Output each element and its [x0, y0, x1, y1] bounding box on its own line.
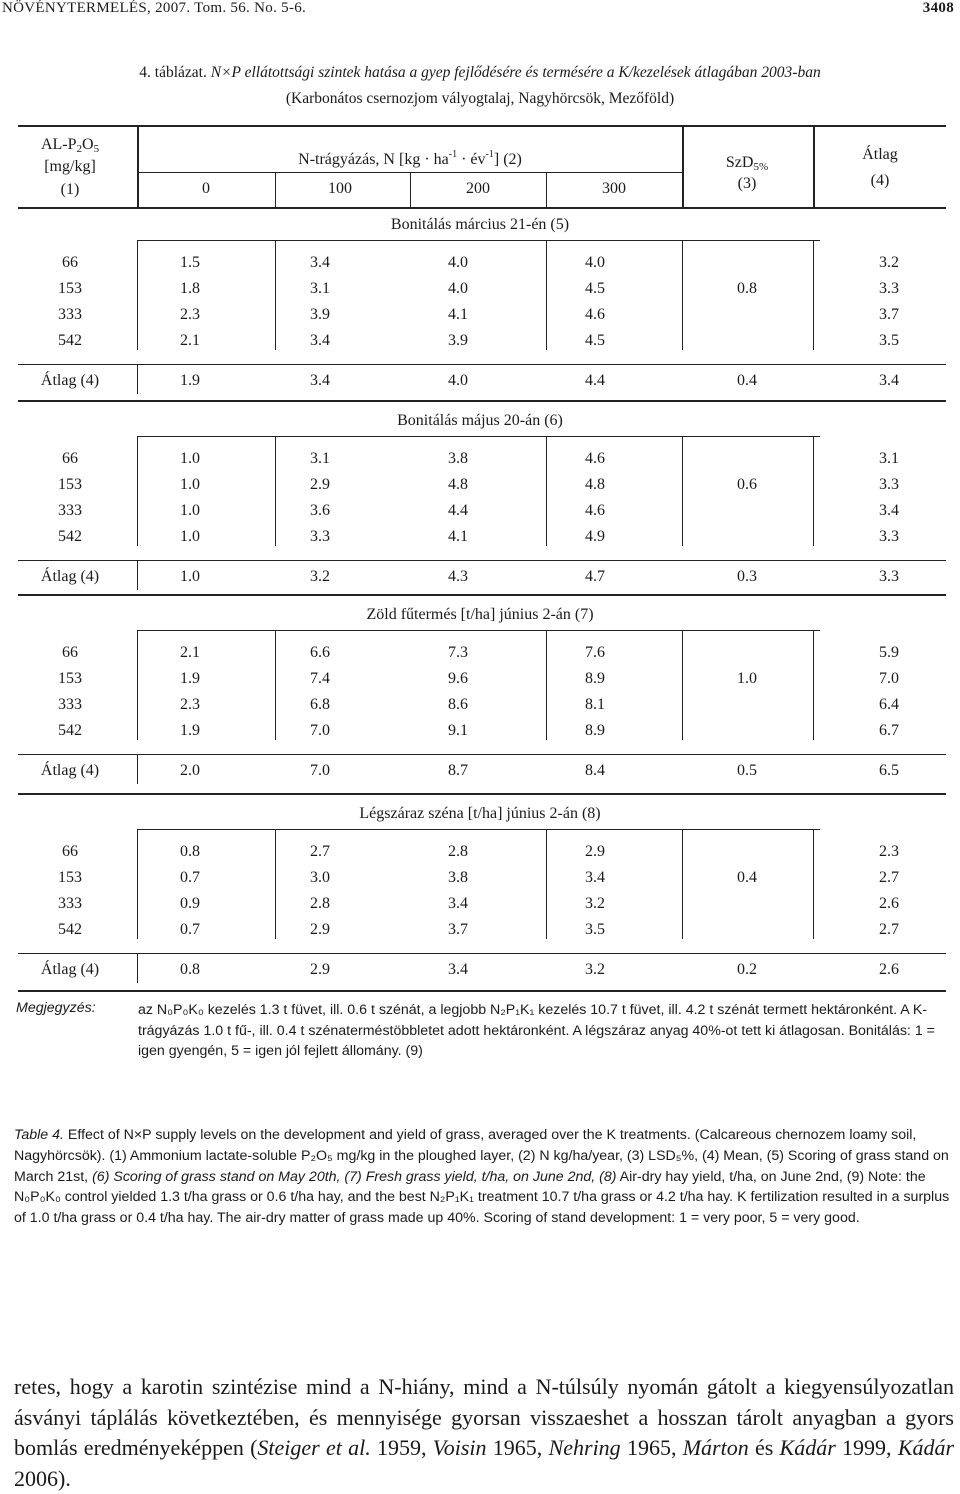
header-n-300: 300 [602, 180, 626, 197]
column-divider [813, 829, 814, 939]
table-cell: 4.6 [585, 502, 605, 519]
column-divider [137, 953, 138, 983]
table-bottom-rule [18, 990, 946, 992]
p-level-label: 542 [58, 921, 82, 938]
p-level-label: 153 [58, 869, 82, 886]
table-cell: 1.0 [180, 450, 200, 467]
table-cell: 1.5 [180, 254, 200, 271]
p-level-label: 153 [58, 280, 82, 297]
mean-cell: 1.9 [180, 372, 200, 389]
header-atlag-num: (4) [870, 172, 890, 189]
mean-row-label: Átlag (4) [40, 568, 100, 585]
header-divider [137, 125, 139, 208]
english-caption-part3: Air-dry hay yield, t/ha, on June 2nd, (9) Note: the N₀P₀K₀ control yielded 1.3 t/ha grass or 0.6 t/ha hay, and the best N₂P₁K₁ treatment 10.7 t/ha grass or 4.2 t/ha hay. K fertilization resulted in a surplus of 1.0 t/ha grass or 0.4 t/ha hay. The air-dry matter of grass made up 40%. Scoring of stand development: 1 = very poor, 5 = very good. [14, 1168, 950, 1227]
p-level-label: 333 [58, 306, 82, 323]
table-cell: 2.1 [180, 332, 200, 349]
column-divider [813, 630, 814, 740]
table-cell: 4.8 [448, 476, 468, 493]
mean-cell: 3.3 [879, 568, 899, 585]
row-mean-cell: 3.7 [879, 306, 899, 323]
table-cell: 3.5 [585, 921, 605, 938]
table-cell: 4.5 [585, 332, 605, 349]
column-divider [137, 754, 138, 784]
mean-row-label: Átlag (4) [40, 372, 100, 389]
lsd-cell: 0.6 [737, 476, 757, 493]
section-subrule [137, 436, 820, 437]
table-cell: 7.0 [310, 722, 330, 739]
mean-cell: 0.2 [737, 961, 757, 978]
table-cell: 3.2 [585, 895, 605, 912]
column-divider [275, 829, 276, 939]
table-cell: 3.4 [585, 869, 605, 886]
table-cell: 2.8 [448, 843, 468, 860]
section-subrule [137, 630, 820, 631]
row-mean-cell: 3.3 [879, 528, 899, 545]
table-cell: 4.1 [448, 306, 468, 323]
table-cell: 1.0 [180, 476, 200, 493]
mean-cell: 4.4 [585, 372, 605, 389]
table-cell: 7.3 [448, 644, 468, 661]
header-szd: SzD$_{5\%}$ [725, 154, 769, 173]
column-divider [137, 630, 138, 740]
table-cell: 8.1 [585, 696, 605, 713]
table-cell: 7.6 [585, 644, 605, 661]
table-cell: 4.0 [585, 254, 605, 271]
table-cell: 1.0 [180, 528, 200, 545]
table-title: N×P ellátottsági szintek hatása a gyep fejlődésére és termésére a K/kezelések átlagában 2003-ban [210, 64, 821, 81]
table-cell: 8.9 [585, 670, 605, 687]
mean-cell: 4.3 [448, 568, 468, 585]
table-cell: 2.3 [180, 306, 200, 323]
mean-cell: 0.5 [737, 762, 757, 779]
header-divider [410, 172, 411, 208]
table-cell: 1.0 [180, 502, 200, 519]
section-rule [18, 594, 946, 596]
table-cell: 6.6 [310, 644, 330, 661]
column-divider [813, 436, 814, 546]
row-mean-cell: 3.3 [879, 280, 899, 297]
header-divider [546, 172, 547, 208]
p-level-label: 66 [62, 644, 78, 661]
mean-cell: 3.2 [585, 961, 605, 978]
mean-cell: 8.4 [585, 762, 605, 779]
mean-cell: 3.4 [448, 961, 468, 978]
table-cell: 2.9 [310, 476, 330, 493]
header-szd-num: (3) [737, 175, 757, 192]
mean-cell: 8.7 [448, 762, 468, 779]
table-caption [0, 64, 960, 82]
table-cell: 3.8 [448, 450, 468, 467]
mean-rule [18, 364, 946, 365]
table-cell: 2.8 [310, 895, 330, 912]
column-divider [546, 829, 547, 939]
lsd-cell: 1.0 [737, 670, 757, 687]
english-caption-part1: Effect of N×P supply levels on the development and yield of grass, averaged over the K treatments. (Calcareous chernozem loamy soil, Nagyhörcsök). (1) Ammonium lactate-soluble P₂O₅ mg/kg in the ploughed layer, (2) N kg/ha/year, (3) LSD₅%, (4) Mean, (5) Scoring of grass stand on March 21st, [14, 1127, 949, 1185]
column-divider [546, 240, 547, 350]
column-divider [137, 240, 138, 350]
table-cell: 0.7 [180, 869, 200, 886]
header-n-200: 200 [466, 180, 490, 197]
table-cell: 3.1 [310, 280, 330, 297]
row-mean-cell: 6.7 [879, 722, 899, 739]
header-alp-num: (1) [60, 181, 80, 198]
table-cell: 3.4 [448, 895, 468, 912]
mean-rule [18, 754, 946, 755]
table-cell: 7.4 [310, 670, 330, 687]
p-level-label: 542 [58, 528, 82, 545]
column-divider [275, 240, 276, 350]
table-cell: 0.9 [180, 895, 200, 912]
table-cell: 4.0 [448, 280, 468, 297]
mean-cell: 2.9 [310, 961, 330, 978]
mean-rule [18, 953, 946, 954]
table-top-rule [18, 125, 946, 127]
table-cell: 8.9 [585, 722, 605, 739]
mean-rule [18, 560, 946, 561]
body-paragraph: retes, hogy a karotin szintézise mind a N-hiány, mind a N-túlsúly nyomán gátolt a kiegyensúlyozatlan ásványi táplálás következtében, és mennyisége gyorsan visszaeshet a hosszan tárolt anyagban a gyors bomlás eredményeképpen (Steiger et al. 1959, Voisin 1965, Nehring 1965, Márton és Kádár 1999, Kádár 2006). [14, 1374, 955, 1491]
header-n-0: 0 [202, 180, 210, 197]
p-level-label: 333 [58, 895, 82, 912]
table-number: 4. táblázat. [139, 64, 207, 81]
table-cell: 3.8 [448, 869, 468, 886]
table-cell: 2.7 [310, 843, 330, 860]
table-cell: 9.1 [448, 722, 468, 739]
column-divider [813, 240, 814, 350]
table-cell: 4.0 [448, 254, 468, 271]
running-header [0, 0, 960, 20]
table-cell: 4.6 [585, 306, 605, 323]
table-cell: 4.5 [585, 280, 605, 297]
column-divider [546, 630, 547, 740]
table-cell: 4.4 [448, 502, 468, 519]
mean-cell: 3.4 [879, 372, 899, 389]
section-subrule [137, 240, 820, 241]
column-divider [137, 560, 138, 590]
mean-cell: 4.0 [448, 372, 468, 389]
table-cell: 1.9 [180, 722, 200, 739]
journal-reference: NÖVÉNYTERMELÉS, 2007. Tom. 56. No. 5-6. [2, 0, 307, 16]
column-divider [682, 630, 683, 740]
column-divider [137, 829, 138, 939]
row-mean-cell: 5.9 [879, 644, 899, 661]
column-divider [137, 364, 138, 394]
table-cell: 2.9 [585, 843, 605, 860]
p-level-label: 66 [62, 450, 78, 467]
column-divider [137, 436, 138, 546]
header-divider [682, 125, 684, 208]
table-cell: 0.8 [180, 843, 200, 860]
p-level-label: 153 [58, 670, 82, 687]
page-number: 3408 [922, 0, 954, 16]
mean-cell: 7.0 [310, 762, 330, 779]
column-divider [682, 436, 683, 546]
note-text: az N₀P₀K₀ kezelés 1.3 t füvet, ill. 0.6 t szénát, a legjobb N₂P₁K₁ kezelés 10.7 t füvet, ill. 4.2 t szénát termett hektáronként. A K-trágyázás 1.0 t fű-, ill. 0.4 t szénaterméstöbbletet adott hektáronként. A légszáraz anyag 40%-ot tett ki átlagosan. Bonitálás: 1 = igen gyengén, 5 = igen jól fejlett állomány. (9) [138, 1002, 935, 1059]
table-cell: 3.4 [310, 254, 330, 271]
table-cell: 6.8 [310, 696, 330, 713]
table-cell: 3.9 [448, 332, 468, 349]
mean-row-label: Átlag (4) [40, 961, 100, 978]
row-mean-cell: 2.6 [879, 895, 899, 912]
column-divider [682, 829, 683, 939]
header-alp: $AL-P_2O_5$ [40, 136, 100, 155]
column-divider [682, 240, 683, 350]
header-bottom-rule [18, 207, 946, 209]
table-cell: 4.1 [448, 528, 468, 545]
table-cell: 2.9 [310, 921, 330, 938]
table-cell: 4.8 [585, 476, 605, 493]
p-level-label: 542 [58, 722, 82, 739]
lsd-cell: 0.8 [737, 280, 757, 297]
english-caption [14, 1125, 954, 1229]
p-level-label: 333 [58, 696, 82, 713]
section-subrule [137, 829, 820, 830]
row-mean-cell: 3.3 [879, 476, 899, 493]
mean-cell: 3.4 [310, 372, 330, 389]
p-level-label: 153 [58, 476, 82, 493]
section-rule [18, 400, 946, 402]
row-mean-cell: 2.7 [879, 921, 899, 938]
table-cell: 1.8 [180, 280, 200, 297]
english-caption-part2: (6) Scoring of grass stand on May 20th, (7) Fresh grass yield, t/ha, on June 2nd, (8) [92, 1168, 617, 1185]
table-cell: 3.7 [448, 921, 468, 938]
header-alp-unit: [mg/kg] [44, 158, 96, 175]
header-atlag: Átlag [862, 146, 898, 163]
mean-cell: 1.0 [180, 568, 200, 585]
row-mean-cell: 2.3 [879, 843, 899, 860]
column-divider [275, 436, 276, 546]
section-rule [18, 793, 946, 795]
lsd-cell: 0.4 [737, 869, 757, 886]
column-divider [275, 630, 276, 740]
p-level-label: 333 [58, 502, 82, 519]
table-cell: 3.3 [310, 528, 330, 545]
english-caption-label: Table 4. [14, 1127, 64, 1143]
header-divider [813, 125, 815, 208]
table-cell: 2.3 [180, 696, 200, 713]
row-mean-cell: 3.2 [879, 254, 899, 271]
table-subtitle: (Karbonátos csernozjom vályogtalaj, Nagyhörcsök, Mezőföld) [285, 90, 675, 107]
mean-cell: 2.6 [879, 961, 899, 978]
section-title: Bonitálás május 20-án (6) [397, 412, 563, 429]
table-cell: 3.0 [310, 869, 330, 886]
mean-cell: 3.2 [310, 568, 330, 585]
row-mean-cell: 6.4 [879, 696, 899, 713]
mean-cell: 4.7 [585, 568, 605, 585]
section-title: Bonitálás március 21-én (5) [390, 216, 570, 233]
row-mean-cell: 3.4 [879, 502, 899, 519]
row-mean-cell: 3.1 [879, 450, 899, 467]
table-cell: 0.7 [180, 921, 200, 938]
mean-row-label: Átlag (4) [40, 762, 100, 779]
section-title: Légszáraz széna [t/ha] június 2-án (8) [359, 805, 601, 822]
row-mean-cell: 2.7 [879, 869, 899, 886]
mean-cell: 2.0 [180, 762, 200, 779]
table-cell: 4.9 [585, 528, 605, 545]
column-divider [546, 436, 547, 546]
table-cell: 9.6 [448, 670, 468, 687]
table-cell: 1.9 [180, 670, 200, 687]
header-n-group: N-trágyázás, N [$kg \cdot ha^{-1}$ · $év^{-1}$] (2) [298, 149, 522, 168]
table-cell: 4.6 [585, 450, 605, 467]
row-mean-cell: 3.5 [879, 332, 899, 349]
header-divider [275, 172, 276, 208]
section-title: Zöld fűtermés [t/ha] június 2-án (7) [366, 606, 594, 623]
table-cell: 2.1 [180, 644, 200, 661]
note-label: Megjegyzés: [16, 1000, 96, 1016]
table-cell: 3.6 [310, 502, 330, 519]
table-cell: 3.1 [310, 450, 330, 467]
p-level-label: 542 [58, 332, 82, 349]
table-cell: 8.6 [448, 696, 468, 713]
p-level-label: 66 [62, 843, 78, 860]
mean-cell: 0.4 [737, 372, 757, 389]
mean-cell: 0.3 [737, 568, 757, 585]
p-level-label: 66 [62, 254, 78, 271]
table-cell: 3.9 [310, 306, 330, 323]
header-n-100: 100 [328, 180, 352, 197]
row-mean-cell: 7.0 [879, 670, 899, 687]
mean-cell: 6.5 [879, 762, 899, 779]
table-cell: 3.4 [310, 332, 330, 349]
mean-cell: 0.8 [180, 961, 200, 978]
